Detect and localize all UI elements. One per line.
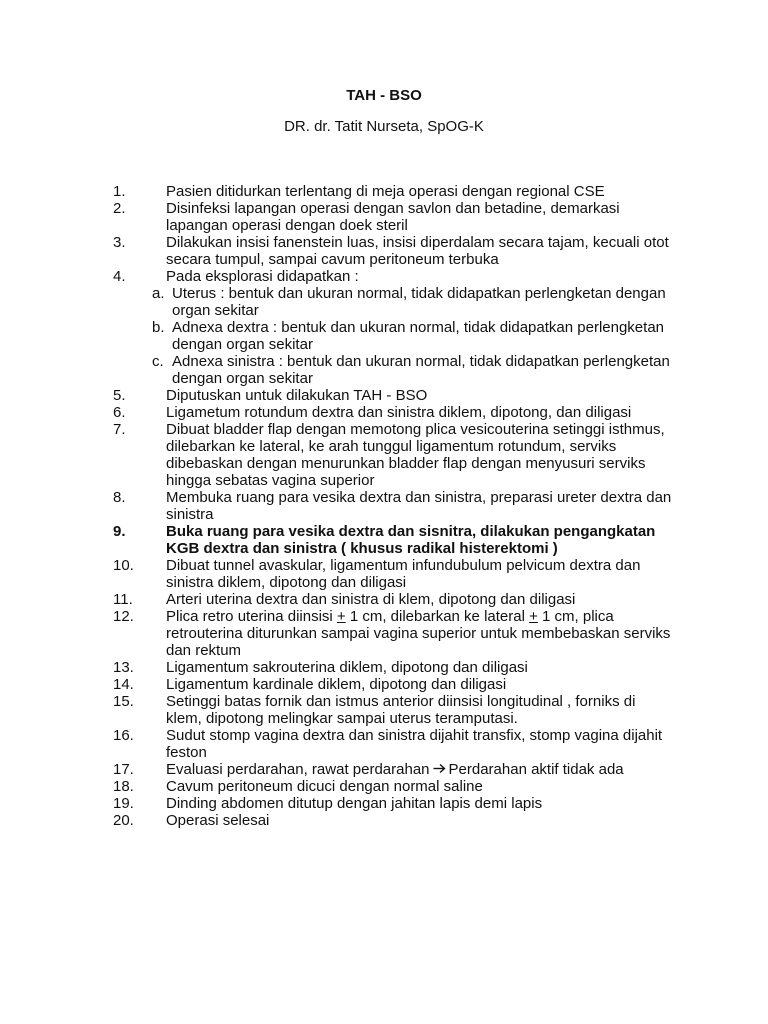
step-number: 12.: [113, 608, 134, 625]
step-number: 7.: [113, 421, 126, 438]
step-text: [166, 761, 673, 778]
list-item: [113, 676, 673, 693]
step-number: 19.: [113, 795, 134, 812]
list-item: [113, 693, 673, 727]
step-text: Sudut stomp vagina dextra dan sinistra dijahit transfix, stomp vagina dijahit feston: [166, 727, 663, 761]
list-item-bold: [113, 523, 673, 557]
step-number: 2.: [113, 200, 126, 217]
list-item: [113, 404, 673, 421]
step-text: Cavum peritoneum dicuci dengan normal saline: [166, 778, 483, 795]
sub-list-item: [152, 319, 673, 353]
step-number: 9.: [113, 523, 126, 540]
list-item: [113, 234, 673, 268]
list-item: [113, 387, 673, 404]
sub-text: Uterus : bentuk dan ukuran normal, tidak didapatkan perlengketan dengan organ sekitar: [172, 285, 666, 319]
step-text: Dilakukan insisi fanenstein luas, insisi diperdalam secara tajam, kecuali otot secara tumpul, sampai cavum peritoneum terbuka: [166, 234, 669, 268]
list-item: [113, 183, 673, 200]
sub-letter: c.: [152, 353, 164, 370]
step-text-part: Perdarahan aktif tidak ada: [448, 761, 624, 778]
sub-letter: a.: [152, 285, 165, 302]
step-text: Operasi selesai: [166, 812, 270, 829]
step-number: 10.: [113, 557, 134, 574]
step-text: Dibuat tunnel avaskular, ligamentum infundubulum pelvicum dextra dan sinistra diklem, dipotong dan diligasi: [166, 557, 641, 591]
sub-list-item: [152, 353, 673, 387]
step-number: 8.: [113, 489, 126, 506]
step-number: 17.: [113, 761, 134, 778]
step-number: 14.: [113, 676, 134, 693]
step-number: 4.: [113, 268, 126, 285]
step-number: 20.: [113, 812, 134, 829]
step-number: 11.: [113, 591, 133, 608]
sub-list: [152, 285, 673, 387]
step-text: Dinding abdomen ditutup dengan jahitan lapis demi lapis: [166, 795, 543, 812]
step-text: Dibuat bladder flap dengan memotong plica vesicouterina setinggi isthmus, dilebarkan ke lateral, ke arah tunggul ligamentum rotundum, serviks dibebaskan dengan menurunkan bladder flap dengan menyusuri serviks hingga sebatas vagina superior: [166, 421, 665, 489]
step-text: Ligametum rotundum dextra dan sinistra diklem, dipotong, dan diligasi: [166, 404, 632, 421]
list-item: [113, 778, 673, 795]
step-number: 13.: [113, 659, 134, 676]
list-item: [113, 659, 673, 676]
step-number: 15.: [113, 693, 134, 710]
step-text: Ligamentum kardinale diklem, dipotong dan diligasi: [166, 676, 507, 693]
list-item: [113, 591, 673, 608]
step-text: Pada eksplorasi didapatkan :: [166, 268, 359, 285]
step-text: Setinggi batas fornik dan istmus anterior diinsisi longitudinal , forniks di klem, dipotong melingkar sampai uterus teramputasi.: [166, 693, 636, 727]
step-number: 5.: [113, 387, 126, 404]
plus-minus-symbol: +: [336, 608, 346, 625]
right-arrow-icon: [430, 761, 449, 778]
step-text: Arteri uterina dextra dan sinistra di klem, dipotong dan diligasi: [166, 591, 576, 608]
step-number: 18.: [113, 778, 134, 795]
step-text: Ligamentum sakrouterina diklem, dipotong dan diligasi: [166, 659, 528, 676]
list-item: [113, 727, 673, 761]
document-author: DR. dr. Tatit Nurseta, SpOG-K: [284, 118, 484, 135]
step-text-part: Evaluasi perdarahan, rawat perdarahan: [166, 761, 430, 778]
plus-minus-symbol: +: [529, 608, 538, 625]
step-number: 16.: [113, 727, 134, 744]
list-item: [113, 557, 673, 591]
step-number: 1.: [113, 183, 126, 200]
document-title: TAH - BSO: [346, 87, 422, 104]
step-body: [152, 268, 673, 387]
sub-list-item: [152, 285, 673, 319]
step-number: 3.: [113, 234, 126, 251]
step-number: 6.: [113, 404, 126, 421]
step-text: Diputuskan untuk dilakukan TAH - BSO: [166, 387, 428, 404]
list-item: [113, 608, 673, 659]
list-item: [113, 268, 673, 387]
step-text: Disinfeksi lapangan operasi dengan savlon dan betadine, demarkasi lapangan operasi dengan doek steril: [166, 200, 620, 234]
sub-text: Adnexa dextra : bentuk dan ukuran normal, tidak didapatkan perlengketan dengan organ sekitar: [172, 319, 664, 353]
list-item: [113, 795, 673, 812]
list-item: [113, 421, 673, 489]
step-text: [166, 608, 673, 659]
sub-letter: b.: [152, 319, 165, 336]
list-item: [113, 200, 673, 234]
step-text-part: 1 cm, plica retrouterina diturunkan sampai vagina superior untuk membebaskan serviks dan rektum: [166, 608, 671, 659]
sub-text: Adnexa sinistra : bentuk dan ukuran normal, tidak didapatkan perlengketan dengan organ sekitar: [172, 353, 670, 387]
step-text-part: 1 cm, dilebarkan ke lateral: [345, 608, 530, 625]
step-text: Membuka ruang para vesika dextra dan sinistra, preparasi ureter dextra dan sinistra: [166, 489, 672, 523]
list-item: [113, 761, 673, 778]
list-item: [113, 489, 673, 523]
list-item: [113, 812, 673, 829]
step-text-part: Plica retro uterina diinsisi: [166, 608, 337, 625]
step-text: Buka ruang para vesika dextra dan sisnitra, dilakukan pengangkatan KGB dextra dan sinistra ( khusus radikal histerektomi ): [166, 523, 656, 557]
step-text: Pasien ditidurkan terlentang di meja operasi dengan regional CSE: [166, 183, 605, 200]
procedure-steps-list: [113, 183, 673, 829]
